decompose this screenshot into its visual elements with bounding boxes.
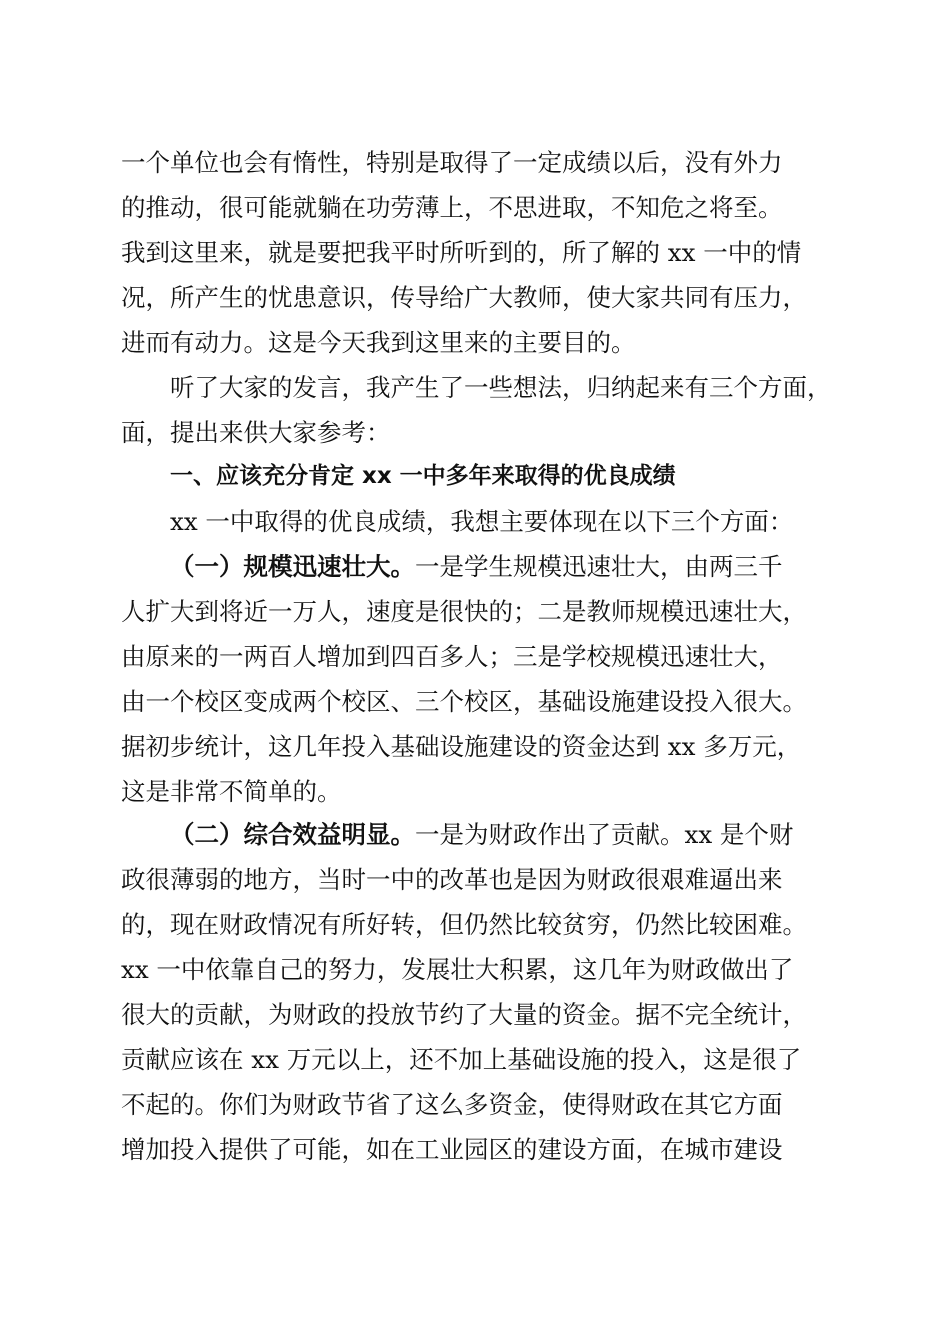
subsection-line	[170, 547, 882, 587]
paragraph-line: 况，所产生的忧患意识，传导给广大教师，使大家共同有压力，	[121, 283, 807, 312]
subsection-text: 一是学生规模迅速壮大，由两三千	[415, 552, 783, 581]
subsection-line	[170, 815, 882, 855]
subsection-text: 一是为财政作出了贡献。xx 是个财	[415, 820, 794, 849]
paragraph-line: 很大的贡献，为财政的投放节约了大量的资金。据不完全统计，	[121, 1000, 807, 1029]
paragraph-line: 的，现在财政情况有所好转，但仍然比较贫穷，仍然比较困难。	[121, 910, 807, 939]
subsection-title: （一）规模迅速壮大。	[170, 552, 415, 581]
paragraph-line: 据初步统计，这几年投入基础设施建设的资金达到 xx 多万元，	[121, 732, 802, 761]
paragraph-line: xx 一中取得的优良成绩，我想主要体现在以下三个方面：	[170, 507, 794, 536]
subsection-title: （二）综合效益明显。	[170, 820, 415, 849]
paragraph-line: 进而有动力。这是今天我到这里来的主要目的。	[121, 328, 636, 357]
paragraph-line: 一个单位也会有惰性，特别是取得了一定成绩以后，没有外力	[121, 148, 783, 177]
paragraph-line: 听了大家的发言，我产生了一些想法，归纳起来有三个方面，	[170, 373, 832, 402]
paragraph-line: xx 一中依靠自己的努力，发展壮大积累，这几年为财政做出了	[121, 955, 794, 984]
paragraph-line: 面，提出来供大家参考：	[121, 418, 391, 447]
paragraph-line: 这是非常不简单的。	[121, 777, 342, 806]
paragraph-line: 的推动，很可能就躺在功劳薄上，不思进取，不知危之将至。	[121, 193, 783, 222]
section-heading: 一、应该充分肯定 xx 一中多年来取得的优良成绩	[170, 463, 676, 489]
paragraph-line: 我到这里来，就是要把我平时所听到的，所了解的 xx 一中的情	[121, 238, 802, 267]
paragraph-line: 由一个校区变成两个校区、三个校区，基础设施建设投入很大。	[121, 687, 807, 716]
paragraph-line: 不起的。你们为财政节省了这么多资金，使得财政在其它方面	[121, 1090, 783, 1119]
paragraph-line: 政很薄弱的地方，当时一中的改革也是因为财政很艰难逼出来	[121, 865, 783, 894]
paragraph-line: 贡献应该在 xx 万元以上，还不加上基础设施的投入，这是很了	[121, 1045, 802, 1074]
paragraph-line: 人扩大到将近一万人，速度是很快的；二是教师规模迅速壮大，	[121, 597, 807, 626]
paragraph-line: 增加投入提供了可能，如在工业园区的建设方面，在城市建设	[121, 1135, 783, 1164]
paragraph-line: 由原来的一两百人增加到四百多人；三是学校规模迅速壮大，	[121, 642, 783, 671]
